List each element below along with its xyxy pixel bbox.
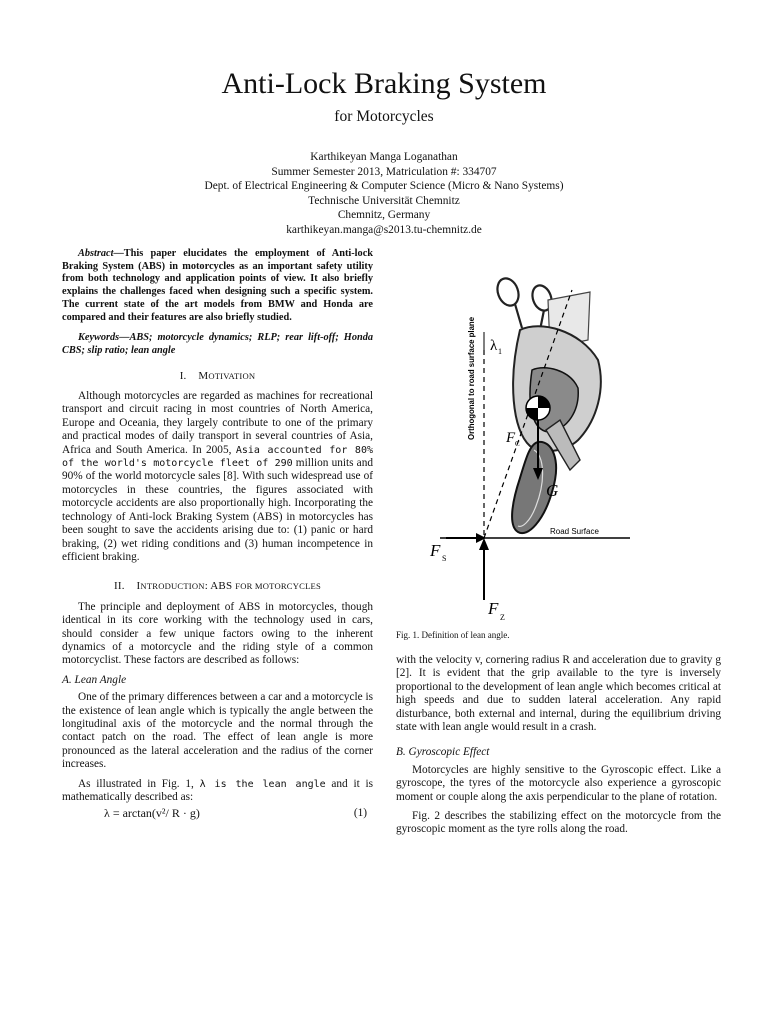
centrifugal-force-label: F <box>506 430 516 446</box>
orthogonal-label: Orthogonal to road surface plane <box>467 316 476 440</box>
author-email: karthikeyan.manga@s2013.tu-chemnitz.de <box>286 223 482 236</box>
vertical-force-label: F <box>488 599 499 618</box>
side-force-subscript: S <box>442 554 447 563</box>
text-run: million units and 90% of the world motorcycle sales [8]. With such widespread use of motorcycles in these countries, the figures associated with motorcycle accidents are also proportionally high. Incorporating the technology of Anti-lock Braking System (ABS) in motorcycles has been sought to save the accidents arising due to: (1) panic or hard braking, (2) wet riding conditions and (3) human incompetence in efficient braking. <box>62 457 373 563</box>
abstract-text: —This paper elucidates the employment of Anti-lock Braking System (ABS) in motorcycles as an important safety utility from both technology and application points of view. It also briefly explains the challenges faced when designing such a specific system. The current state of the art models from BMW and Honda are compared and their features are also briefly studied. <box>62 248 373 323</box>
author-semester: Summer Semester 2013, Matriculation #: 334707 <box>271 165 497 178</box>
section-numeral: II. <box>114 580 125 593</box>
centrifugal-force-subscript: C <box>515 440 520 448</box>
motorcycle-mirror-left <box>494 275 522 328</box>
subsection-heading-gyroscopic: B. Gyroscopic Effect <box>396 746 490 759</box>
section-heading-introduction <box>62 580 373 593</box>
paper-title: Anti-Lock Braking System <box>221 67 547 100</box>
paper-subtitle: for Motorcycles <box>334 108 434 125</box>
gyroscopic-paragraph-2: Fig. 2 describes the stabilizing effect on the motorcycle from the gyroscopic moment as the tyre rolls along the road. <box>396 810 721 836</box>
lean-angle-label: λ <box>490 338 498 354</box>
abstract-lead: Abstract <box>78 248 114 259</box>
author-city: Chemnitz, Germany <box>337 209 431 222</box>
keywords-lead: Keywords <box>78 332 120 344</box>
section-name: FOR MOTORCYCLES <box>235 581 321 592</box>
text-run: Although motorcycles are regarded as machines for recreational transport and circuit racing in most countries of North America, Europe and Oceania, they largely contribute to one of the primary and practical modes of daily transport in several countries of Asia, Africa and South America. In 2005, <box>62 390 373 456</box>
right-column <box>396 654 721 837</box>
equation-formula: λ = arctan(v²/ R · g) <box>104 806 200 821</box>
abstract <box>62 248 373 324</box>
figure-1-caption: Fig. 1. Definition of lean angle. <box>396 630 510 640</box>
gyroscopic-paragraph: Motorcycles are highly sensitive to the Gyroscopic effect. Like a gyroscope, the tyres of the motorcycle also experience a gyroscopic moment or couple along the axis perpendicular to the plane of rotation. <box>396 763 721 803</box>
section-initial: I <box>136 580 141 593</box>
lean-angle-paragraph-2 <box>62 778 373 805</box>
introduction-paragraph: The principle and deployment of ABS in motorcycles, though identical in its core working with the technology used in cars, should consider a few unique factors owing to the inherent dynamics of a motorcycle and the riding style of a common motorcyclist. These factors are described as follows: <box>62 600 373 667</box>
section-name: OTIVATION <box>208 370 256 381</box>
keywords <box>62 332 373 357</box>
text-run: and it is mathematically described as: <box>62 777 373 803</box>
section-name: : ABS <box>204 580 236 593</box>
author-block <box>0 150 768 238</box>
section-initial: M <box>198 369 209 382</box>
section-name: NTRODUCTION <box>140 581 205 592</box>
equation-1 <box>62 806 373 824</box>
side-force-label: F <box>430 541 441 560</box>
mono-text-run: λ is the lean angle <box>199 778 326 790</box>
keywords-text: —ABS; motorcycle dynamics; RLP; rear lift-off; Honda CBS; slip ratio; lean angle <box>62 332 373 356</box>
left-column <box>62 248 373 824</box>
author-dept: Dept. of Electrical Engineering & Computer Science (Micro & Nano Systems) <box>204 180 564 193</box>
section-numeral: I. <box>179 369 187 382</box>
text-run: As illustrated in Fig. 1, <box>78 777 200 790</box>
figure-1-lean-angle <box>420 270 640 628</box>
right-column-paragraph: with the velocity v, cornering radius R and acceleration due to gravity g [2]. It is evident that the grip available to the tyre is inversely proportional to the development of lean angle which becomes critical at high speeds and due to sudden lateral acceleration. Any rapid disturbance, both external and internal, during the equilibrium driving state with lean angle would result in a crash. <box>396 654 721 734</box>
author-name: Karthikeyan Manga Loganathan <box>310 151 458 163</box>
lean-angle-subscript: 1 <box>498 347 502 356</box>
road-surface-label: Road Surface <box>550 527 599 536</box>
motivation-paragraph <box>62 390 373 564</box>
vertical-force-subscript: Z <box>500 613 505 622</box>
center-of-gravity-marker <box>526 396 550 420</box>
author-university: Technische Universität Chemnitz <box>308 194 460 207</box>
lean-angle-paragraph: One of the primary differences between a car and a motorcycle is the existence of lean angle which is typically the angle between the longitudinal axis of the motorcycle and the normal through the contact patch on the road. The effect of lean angle is more pronounced as the lateral acceleration and the radius of the corner increases. <box>62 691 373 771</box>
equation-number: (1) <box>353 807 367 820</box>
subsection-heading-lean-angle: A. Lean Angle <box>62 673 127 686</box>
mono-text-run: Asia accounted for 80% of the world's motorcycle fleet of 290 <box>62 444 373 470</box>
gravity-label: G <box>546 481 559 500</box>
section-heading-motivation <box>62 370 373 383</box>
